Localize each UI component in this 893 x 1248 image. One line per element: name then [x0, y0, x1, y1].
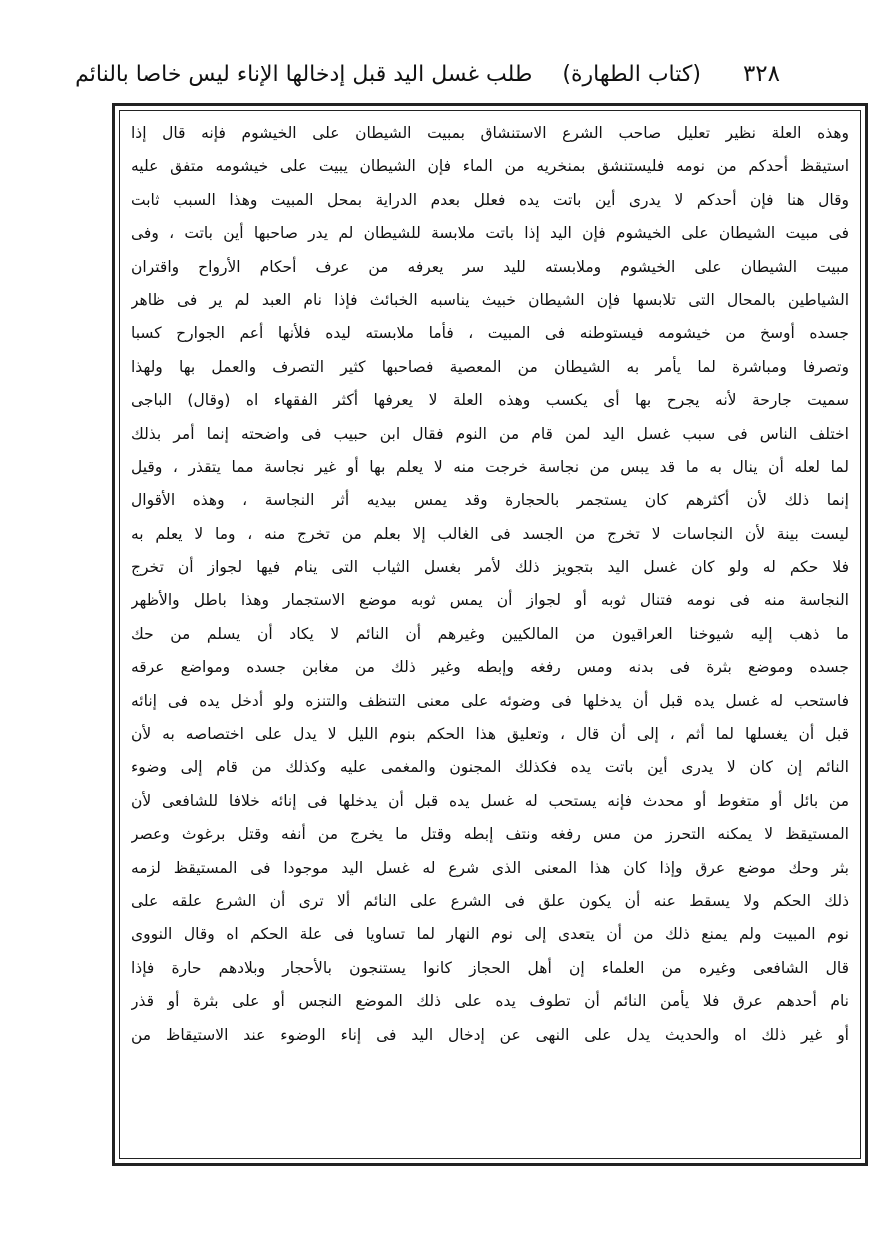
text-line: سميت جارحة لأنه يجرح بها أى يكسب وهذه العلة لا يعرفها أكثر الفقهاء اه (وقال) الباجى	[131, 391, 849, 410]
text-line: مبيت الشيطان على الخيشوم وملابسته لليد سر يعرفه من عرف أحكام الأرواح واقتران	[131, 257, 849, 276]
text-line: من بائل أو متغوط أو محدث فإنه يستحب له غسل يده قبل أن يدخلها فى إنائه خلافا للشافعى لأن	[131, 791, 849, 810]
page-number: ٣٢٨	[742, 61, 780, 87]
text-line: قال الشافعى وغيره من العلماء إن أهل الحجاز كانوا يستنجون بالأحجار وبلادهم حارة فإذا	[131, 958, 849, 977]
text-line: فى مبيت الشيطان على الخيشوم فإن اليد إذا باتت ملابسة للشيطان لم يدر صاحبها أين باتت ، وفى	[131, 224, 849, 243]
text-line: لما لعله أن ينال به ما قد يبس من نجاسة خرجت منه لا يعلم بها أو غير نجاسة مما يتقذر ، وقيل	[131, 457, 849, 476]
text-line: إنما ذلك لأن أكثرهم كان يستجمر بالحجارة وقد يمس بيديه أثر النجاسة ، وهذه الأقوال	[131, 491, 849, 510]
text-line: وقال هنا فإن أحدكم لا يدرى أين باتت يده فعلل بعدم الدراية بمحل المبيت وهذا السبب ثابت	[131, 190, 849, 209]
text-line: اختلف الناس فى سبب غسل اليد لمن قام من النوم فقال ابن حبيب فى واضحته إنما أمر بذلك	[131, 424, 849, 443]
text-line: نوم المبيت ولم يمنع ذلك من أن يتعدى إلى نوم النهار لما تساويا فى علة الحكم اه وقال النووى	[131, 925, 849, 944]
text-line: بثر وحك موضع عرق وإذا كان هذا المعنى الذى شرع له غسل اليد موجودا فى المستيقظ لزمه	[131, 858, 849, 877]
text-line: جسده وموضع بثرة فى بدنه ومس رفغه وإبطه وغير ذلك من مغابن جسده ومواضع عرقه	[131, 658, 849, 677]
text-body	[127, 117, 853, 1153]
text-line: ذلك الحكم ولا يسقط عنه أن يكون علق فى الشرع على النائم ألا ترى أن الشرع علقه على	[131, 891, 849, 910]
text-line: الشياطين بالمحال التى تلابسها فإن الشيطان خبيث يناسبه الخبائث فإذا نام العبد لم ير فى ظاهر	[131, 290, 849, 309]
text-line: استيقظ أحدكم من نومه فليستنشق بمنخريه من الماء فإن الشيطان يبيت على خيشومه متفق عليه	[131, 157, 849, 176]
text-line: فاستحب له غسل يده قبل أن يدخلها فى وضوئه على معنى التنظف والتنزه ولو أدخل يده فى إنائه	[131, 691, 849, 710]
chapter-name: (كتاب الطهارة)	[562, 61, 701, 87]
text-line: جسده أوسخ من خيشومه فيستوطنه فى المبيت ، فأما ملابسته ليده فلأنها أعم الجوارح كسبا	[131, 324, 849, 343]
text-line: نام أحدهم عرق فلا يأمن النائم أن تطوف يده على ذلك الموضع النجس أو على بثرة أو قذر	[131, 992, 849, 1011]
page-title: طلب غسل اليد قبل إدخالها الإناء ليس خاصا بالنائم	[75, 61, 533, 87]
text-line: النائم إن كان لا يدرى أين باتت يده فكذلك المجنون والمغمى عليه وكذلك من قام إلى وضوء	[131, 758, 849, 777]
text-line: وهذه العلة نظير تعليل صاحب الشرع الاستنشاق بمبيت الشيطان على الخيشوم فإنه قال إذا	[131, 124, 849, 142]
text-line: ليست بينة لأن النجاسات لا تخرج من الجسد فى الغالب إلا بعلم من تخرج منه ، وما لا يعلم به	[131, 524, 849, 543]
text-line: وتصرفا ومباشرة لما يأمر به الشيطان من المعصية فصاحبها كثير التصرف والعمل بها ولهذا	[131, 357, 849, 376]
text-line: قبل أن يغسلها لما أثم ، إلى أن قال ، وتعليق هذا الحكم بنوم الليل لا يدل على اختصاصه به لأن	[131, 725, 849, 744]
text-line: ما ذهب إليه شيوخنا العراقيون من المالكيين وغيرهم أن النائم لا يكاد أن يسلم من حك	[131, 624, 849, 643]
text-line: فلا حكم له ولو كان غسل اليد بتجويز ذلك لأمر بغسل الثياب التى ينام فيها لجواز أن تخرج	[131, 558, 849, 577]
text-line: النجاسة منه فى نومه فتنال ثوبه أو لجواز أن يمس ثوبه موضع الاستجمار وهذا باطل والأظهر	[131, 591, 849, 610]
page-header	[75, 52, 780, 96]
text-line: المستيقظ لا يمكنه التحرز من مس رفغه ونتف إبطه وقتل ما يخرج من أنفه وقتل برغوث وعصر	[131, 825, 849, 844]
text-line: أو غير ذلك اه والحديث يدل على النهى عن إدخال اليد فى إناء الوضوء عند الاستيقاظ من	[131, 1025, 849, 1044]
